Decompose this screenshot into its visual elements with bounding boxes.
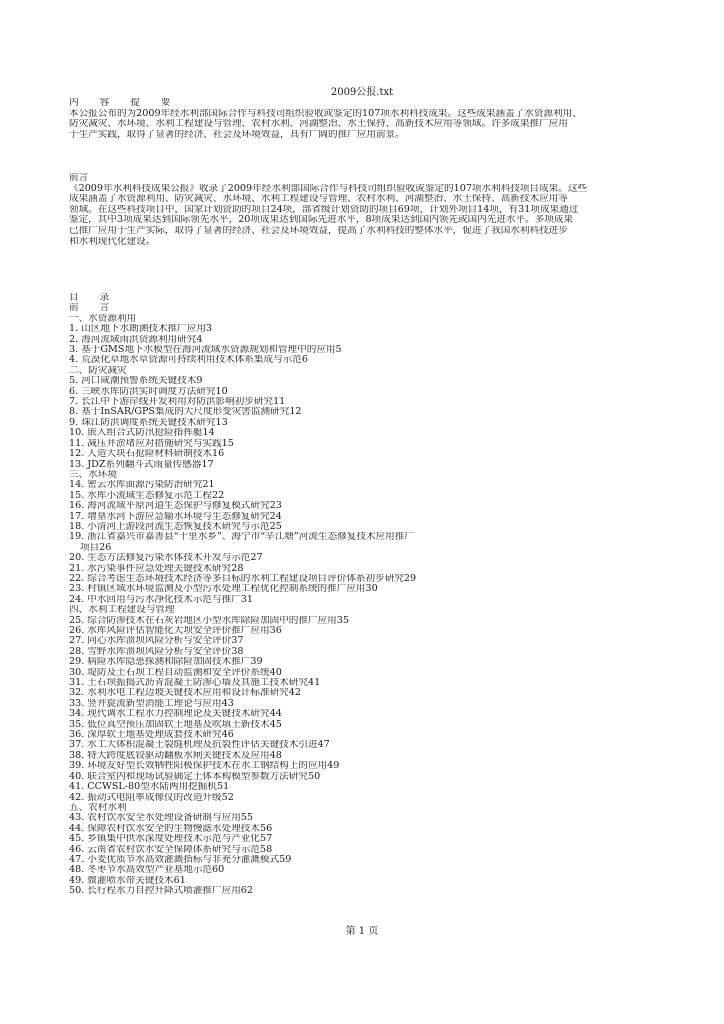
toc-entry: 26. 水库风险评估智能化大坝安全评价推广应用36 <box>69 626 282 636</box>
toc-entry: 前 言 <box>69 303 119 314</box>
toc-entry: 3. 基于GMS地下水模型在海河流域水资源规划和管理中的应用5 <box>69 345 342 356</box>
preface-line: 领域。在这些科技项目中，国家计划资助的项目24项，部省级计划资助的项目69项，计划外项目14项，有31项成果通过 <box>69 204 579 215</box>
toc-entry: 15. 水库小流域生态修复示范工程22 <box>69 490 225 501</box>
toc-entry: 4. 荒漠化草地水草资源可持续利用技术体系集成与示范6 <box>69 355 308 366</box>
toc-entry: 45. 乡镇集中供水深度处理技术示范与产业化57 <box>69 834 273 845</box>
toc-entry: 43. 农村饮水安全水处理设备研制与应用55 <box>69 813 254 824</box>
toc-entry: 17. 增垦水河下游应急输水环境与生态修复研究24 <box>69 511 282 522</box>
toc-entry: 16. 海河流域平原河道生态保护与修复模式研究23 <box>69 501 282 512</box>
toc-entry: 三、水环境 <box>69 469 117 480</box>
toc-entry: 5. 河口咸潮预警系统关键技术9 <box>69 376 203 387</box>
toc-entry: 10. 嵌入组合式防汛抢险指挥艇14 <box>69 428 215 439</box>
toc-entry: 23. 村镇区域水环境监测及小型污水处理工程优化控制系统的推广应用30 <box>69 584 378 595</box>
toc-entry: 28. 雪野水库溃坝风险分析与安全评价38 <box>69 646 244 657</box>
preface-section <box>69 173 689 247</box>
toc-entry: 40. 联合室内和现场试验确定土体本构模型参数方法研究50 <box>69 771 321 782</box>
toc-entry: 6. 三峡水库防洪实时调度方法研究10 <box>69 386 228 397</box>
toc-heading: 目 录 <box>69 293 119 303</box>
toc-entry: 2. 海河流域雨洪资源利用研究4 <box>69 334 203 345</box>
toc-entry: 11. 减压井淤堵应对措施研究与实践15 <box>69 438 234 449</box>
table-of-contents <box>69 293 689 897</box>
toc-entry: 38. 特大跨度底铰驱动翻板水闸关键技术及应用48 <box>69 750 282 761</box>
toc-entry: 31. 土石坝振捣式沥青混凝土防渗心墙及其施工技术研究41 <box>69 678 321 689</box>
toc-entry: 30. 堤防及土石坝工程自动监测和安全评价系统40 <box>69 667 282 678</box>
summary-line: 于生产实践，取得了显著的经济、社会及环境效益，具有广阔的推广应用前景。 <box>69 129 405 140</box>
toc-entry: 13. JDZ系列翻斗式雨量传感器17 <box>69 459 214 470</box>
toc-entry: 25. 综合防渗技术在石灰岩地区小型水库除险加固中的推广应用35 <box>69 615 349 626</box>
toc-entry: 19. 浙江省嘉兴市嘉善县“十里水乡”、海宁市“辛江塘”河流生态修复技术应用推广 <box>69 532 414 543</box>
toc-entry: 四、水利工程建设与管理 <box>69 605 175 616</box>
toc-entry: 22. 综合考虑生态环境技术经济等多目标的水利工程建设项目评价体系初步研究29 <box>69 573 417 584</box>
toc-entry: 21. 水污染事件应急处理关键技术研究28 <box>69 563 244 574</box>
document-title: 2009公报.txt <box>330 87 394 98</box>
toc-entry: 47. 小麦优质节水高效灌溉指标与非充分灌溉模式59 <box>69 854 292 865</box>
preface-line: 已推广应用于生产实际，取得了显著的经济、社会及环境效益，提高了水利科技的整体水平，促进了我国水利科技进步 <box>69 225 568 236</box>
toc-entry: 35. 低位真空预压加固软土地基及吹填土新技术45 <box>69 719 282 730</box>
summary-heading: 内 容 提 要 <box>69 98 180 108</box>
preface-line: 成果涵盖了水资源利用、防灾减灾、水环境、水利工程建设与管理、农村水利、河湖整治、水土保持、高新技术应用等 <box>69 194 568 205</box>
toc-entry: 二、防灾减灾 <box>69 365 127 376</box>
toc-entry: 7. 长江中下游岸线开发利用对防洪影响初步研究11 <box>69 397 286 408</box>
toc-entry: 12. 人造大块石抢险材料研制技术16 <box>69 449 225 460</box>
toc-entry: 一、水资源利用 <box>69 313 137 324</box>
page-number: 第 1 页 <box>345 926 379 937</box>
toc-entry: 五、农村水利 <box>69 802 127 813</box>
preface-heading: 前言 <box>69 173 89 183</box>
toc-entry: 9. 珠江防洪调度系统关键技术研究13 <box>69 417 228 428</box>
summary-line: 本公报公布的为2009年经水利部国际合作与科技司组织验收或鉴定的107项水利科技成果。这些成果涵盖了水资源利用、 <box>69 108 582 119</box>
preface-line: 鉴定，其中3项成果达到国际领先水平，20项成果达到国际先进水平，8项成果达到国内领先或国内先进水平。多项成果 <box>69 215 574 226</box>
toc-entry: 48. 冬枣节水高效型产业基地示范60 <box>69 865 225 876</box>
toc-entry: 项目26 <box>80 542 112 553</box>
toc-entry: 50. 长行程水力自控升降式喷灌推广应用62 <box>69 886 254 897</box>
toc-entry: 32. 水利水电工程边坡关键技术应用和设计标准研究42 <box>69 688 301 699</box>
summary-line: 防灾减灾、水环境、水利工程建设与管理、农村水利、河湖整治、水土保持、高新技术应用等领域。许多成果推广应用 <box>69 119 568 130</box>
summary-section <box>69 98 689 140</box>
toc-entry: 27. 同心水库溃坝风险分析与安全评价37 <box>69 636 244 647</box>
toc-entry: 37. 水工大体积混凝土裂缝机理及抗裂性评估关键技术引进47 <box>69 740 330 751</box>
toc-entry: 36. 深厚软土地基处理成套技术研究46 <box>69 730 234 741</box>
toc-entry: 34. 现代调水工程水力控制理论及关键技术研究44 <box>69 709 282 720</box>
preface-line: 和水利现代化建设。 <box>69 236 156 247</box>
toc-entry: 14. 密云水库面源污染防治研究21 <box>69 480 215 491</box>
preface-line: 《2009年水利科技成果公报》收录了2009年经水利部国际合作与科技司组织验收或鉴定的107项水利科技项目成果。这些 <box>69 183 588 194</box>
toc-entry: 8. 基于InSAR/GPS集成的大尺度形变灾害监测研究12 <box>69 407 302 418</box>
toc-entry: 1. 山区地下水勘测技术推广应用3 <box>69 324 213 335</box>
toc-entry: 49. 微灌喷水带关键技术61 <box>69 875 186 886</box>
toc-entry: 33. 竖井旋流新型消能工理论与应用43 <box>69 698 234 709</box>
toc-entry: 20. 生态方法修复污染水体技术开发与示范27 <box>69 553 263 564</box>
toc-entry: 24. 中水回用与污水净化技术示范与推广31 <box>69 594 254 605</box>
toc-entry: 44. 保障农村饮水安全的生物慢滤水处理技术56 <box>69 823 273 834</box>
toc-entry: 39. 环境友好型长效牺牲阳极保护技术在水工钢结构上的应用49 <box>69 761 340 772</box>
toc-entry: 29. 病险水库隐患探测和除险加固技术推广39 <box>69 657 263 668</box>
toc-entry: 46. 云南省农村饮水安全保障体系研究与示范58 <box>69 844 273 855</box>
toc-entry: 42. 振动式电阻率成像仪的改造升级52 <box>69 792 234 803</box>
toc-entry: 18. 小清河上游段河流生态恢复技术研究与示范25 <box>69 521 282 532</box>
toc-entry: 41. CCWSL-80型水陆两用挖掘机51 <box>69 782 230 793</box>
